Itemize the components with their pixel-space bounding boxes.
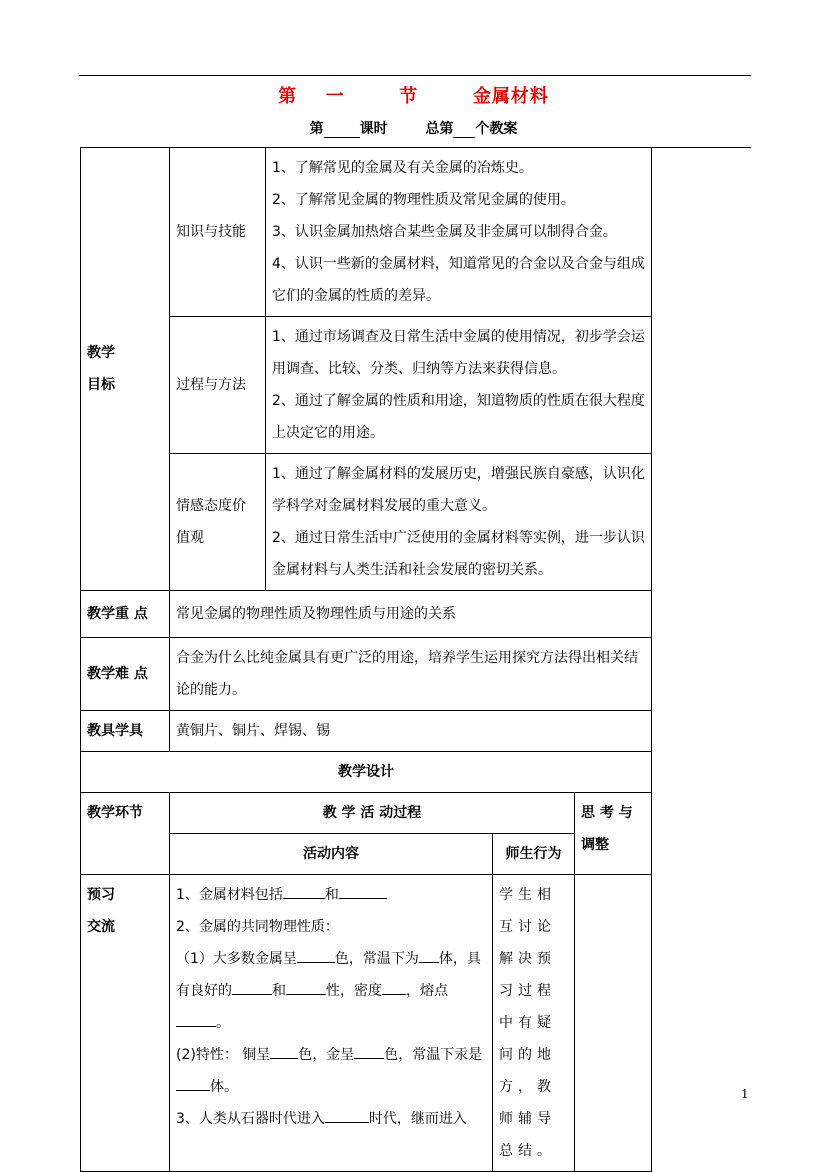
question-text: 体，具有良好的	[176, 951, 481, 999]
answer-blank[interactable]	[297, 946, 335, 963]
subtitle-lesson-suffix: 课时	[359, 121, 388, 137]
subtitle-lesson-prefix: 第	[309, 121, 324, 137]
design-header-row	[81, 793, 652, 834]
question-text: 性，密度	[326, 983, 382, 999]
design-heading-row	[81, 752, 652, 793]
header-line-extension	[650, 147, 751, 148]
plan-number-blank	[453, 123, 475, 138]
preview-reflect	[575, 875, 652, 1172]
page-number: 1	[741, 1087, 749, 1101]
preview-stage-line1: 预习	[87, 887, 115, 903]
preview-stage	[81, 875, 170, 1172]
knowledge-item: 1、了解常见的金属及有关金属的冶炼史。	[272, 160, 533, 176]
title-part-2: 一	[325, 86, 345, 107]
emotion-item: 2、通过日常生活中广泛使用的金属材料等实例，进一步认识金属材料与人类生活和社会发展的密切关系。	[272, 530, 645, 578]
subtitle-plan-suffix: 个教案	[475, 121, 518, 137]
page-subtitle	[0, 118, 827, 138]
knowledge-label: 知识与技能	[170, 148, 266, 317]
tools-row	[81, 711, 652, 752]
answer-blank[interactable]	[382, 978, 406, 995]
tools-label: 教具学具	[81, 711, 170, 752]
emotion-items	[266, 454, 652, 591]
lesson-number-blank	[324, 123, 360, 138]
difficulty-row	[81, 638, 652, 711]
question-text: 。	[216, 1015, 230, 1031]
preview-question-2: 2、金属的共同物理性质：	[176, 919, 339, 935]
knowledge-item: 4、认识一些新的金属材料，知道常见的合金以及合金与组成它们的金属的性质的差异。	[272, 256, 645, 304]
title-part-3: 节	[399, 86, 419, 107]
reflect-column-header: 思 考 与 调整	[575, 793, 652, 875]
goals-label-line1: 教学	[87, 345, 115, 361]
process-item: 2、通过了解金属的性质和用途，知道物质的性质在很大程度上决定它的用途。	[272, 393, 645, 441]
preview-row	[81, 875, 652, 1172]
goal-row-knowledge	[81, 148, 652, 317]
question-text: ，熔点	[406, 983, 448, 999]
page-title	[0, 82, 827, 108]
answer-blank[interactable]	[176, 1074, 210, 1091]
preview-content	[170, 875, 493, 1172]
answer-blank[interactable]	[339, 882, 387, 899]
preview-behavior: 学生相互讨论解决预习过程中有疑问的地方，教师辅导总结。	[493, 875, 575, 1172]
tools-text: 黄铜片、铜片、焊锡、锡	[170, 711, 652, 752]
answer-blank[interactable]	[419, 946, 439, 963]
key-point-text: 常见金属的物理性质及物理性质与用途的关系	[170, 591, 652, 638]
question-text: 色，常温下为	[334, 951, 419, 967]
emotion-item: 1、通过了解金属材料的发展历史，增强民族自豪感，认识化学科学对金属材料发展的重大意义。	[272, 466, 645, 514]
header-rule	[79, 75, 751, 76]
behavior-column-header: 师生行为	[493, 834, 575, 875]
stage-column-header: 教学环节	[81, 793, 170, 875]
preview-stage-line2: 交流	[87, 919, 115, 935]
process-label: 过程与方法	[170, 317, 266, 454]
goals-label-line2: 目标	[87, 377, 115, 393]
answer-blank[interactable]	[176, 1010, 216, 1027]
process-item: 1、通过市场调查及日常生活中金属的使用情况，初步学会运用调查、比较、分类、归纳等方法来获得信息。	[272, 329, 645, 377]
preview-question-2-1	[176, 943, 486, 1039]
knowledge-item: 2、了解常见金属的物理性质及常见金属的使用。	[272, 192, 575, 208]
process-column-header: 教 学 活 动过程	[170, 793, 575, 834]
goals-label-cell	[81, 148, 170, 591]
answer-blank[interactable]	[354, 1042, 384, 1059]
preview-question-1: 1、金属材料包括 和	[176, 879, 486, 911]
title-part-4: 金属材料	[472, 86, 549, 107]
knowledge-item: 3、认识金属加热熔合某些金属及非金属可以制得合金。	[272, 224, 617, 240]
lesson-plan-table	[80, 147, 652, 1172]
answer-blank[interactable]	[325, 1106, 369, 1123]
difficulty-label: 教学难 点	[81, 638, 170, 711]
difficulty-text: 合金为什么比纯金属具有更广泛的用途，培养学生运用探究方法得出相关结论的能力。	[170, 638, 652, 711]
question-text: （1）大多数金属呈	[176, 951, 297, 967]
title-part-1: 第	[278, 86, 298, 107]
preview-question-3: 3、人类从石器时代进入 时代，继而进入	[176, 1103, 486, 1135]
key-point-row	[81, 591, 652, 638]
answer-blank[interactable]	[286, 978, 326, 995]
answer-blank[interactable]	[283, 882, 325, 899]
answer-blank[interactable]	[232, 978, 272, 995]
subtitle-plan-prefix: 总第	[425, 121, 454, 137]
emotion-label: 情感态度价值观	[170, 454, 266, 591]
design-heading: 教学设计	[81, 752, 652, 793]
answer-blank[interactable]	[270, 1042, 298, 1059]
process-items	[266, 317, 652, 454]
knowledge-items	[266, 148, 652, 317]
question-text: 和	[272, 983, 286, 999]
key-point-label: 教学重 点	[81, 591, 170, 638]
content-column-header: 活动内容	[170, 834, 493, 875]
preview-question-2-2: (2)特性： 铜呈 色，金呈 色，常温下汞是体。	[176, 1039, 486, 1103]
